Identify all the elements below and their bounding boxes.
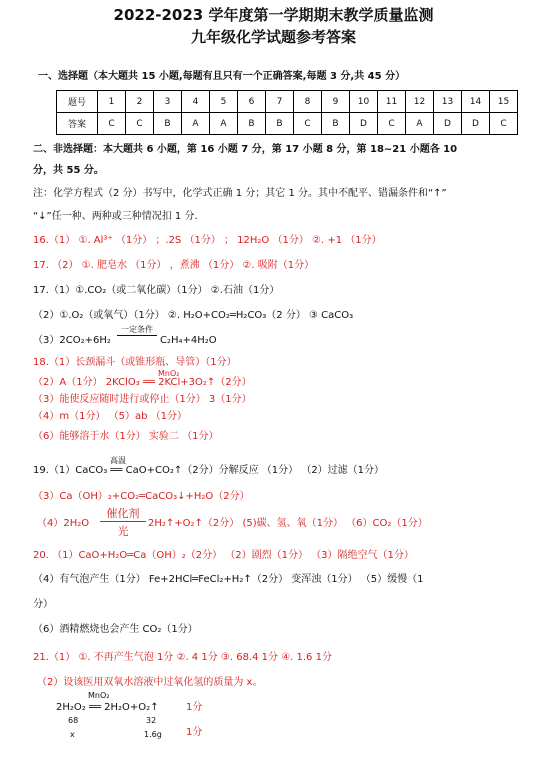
reaction-condition: 一定条件: [117, 324, 157, 336]
score-label: 1分: [186, 702, 203, 713]
table-cell: C: [378, 113, 406, 135]
title-line2: 九年级化学试题参考答案: [190, 28, 356, 46]
answer-19-2: （3）Ca（OH）₂+CO₂═CaCO₃↓+H₂O（2分）: [33, 491, 250, 502]
answer-20-4: （6）酒精燃烧也会产生 CO₂（1分）: [33, 624, 198, 635]
table-cell: B: [322, 113, 350, 135]
molar-mass-h2o2: 68: [68, 716, 79, 725]
answer-table: [56, 90, 518, 135]
table-cell: 4: [182, 91, 210, 113]
section2-heading-cont: 分，共 55 分。: [33, 165, 104, 176]
unknown-x: x: [70, 730, 75, 739]
reaction-condition: 高温: [110, 456, 126, 465]
table-cell: 8: [294, 91, 322, 113]
answer-18-6: （6）能够溶于水（1分） 实验二 （1分）: [33, 431, 219, 442]
table-cell: 10: [350, 91, 378, 113]
note-line2: “↓”任一种、两种或三种情况扣 1 分.: [33, 211, 198, 222]
table-cell: 3: [154, 91, 182, 113]
answer-17b-3-right: C₂H₄+4H₂O: [160, 335, 217, 346]
table-cell: D: [350, 113, 378, 135]
title-line1: 2022-2023 学年度第一学期期末教学质量监测: [113, 6, 434, 24]
table-cell: D: [462, 113, 490, 135]
table-cell: 9: [322, 91, 350, 113]
light-condition: 光: [117, 525, 129, 538]
answer-18-3: （3）能使反应随时进行或停止（1分） 3（1分）: [33, 394, 252, 405]
section2-heading: 二、非选择题：本大题共 6 小题，第 16 小题 7 分，第 17 小题 8 分，第 18~21 小题各 10: [33, 144, 458, 155]
table-row: [57, 91, 518, 113]
table-cell: 7: [266, 91, 294, 113]
table-cell: B: [238, 113, 266, 135]
oxygen-mass: 1.6g: [144, 730, 162, 739]
table-cell: 5: [210, 91, 238, 113]
table-cell: 2: [126, 91, 154, 113]
table-cell: 11: [378, 91, 406, 113]
answer-20-2: （4）有气泡产生（1分） Fe+2HCl═FeCl₂+H₂↑（2分） 变浑浊（1分） （5）缓慢（1: [33, 574, 424, 585]
answer-18-1: 18.（1）长颈漏斗（或锥形瓶、导管）（1分）: [33, 357, 237, 368]
answer-17b-3-left: （3）2CO₂+6H₂: [33, 335, 111, 346]
answer-17b-1: 17.（1）①.CO₂（或二氧化碳）（1分） ②.石油（1分）: [33, 285, 280, 296]
catalyst-label: MnO₂: [158, 369, 180, 378]
answer-17b-2: （2）①.O₂（或氧气）（1分） ②. H₂O+CO₂═H₂CO₃（2 分） ③ CaCO₃: [33, 310, 354, 321]
table-cell: C: [490, 113, 518, 135]
table-cell: B: [266, 113, 294, 135]
row-label-answer: 答案: [57, 113, 98, 135]
answer-20-3: 分）: [33, 599, 53, 610]
table-cell: 14: [462, 91, 490, 113]
answer-20-1: 20. （1）CaO+H₂O═Ca（OH）₂（2分） （2）剧烈（1分） （3）隔绝空气（1分）: [33, 550, 414, 561]
answer-18-4: （4）m（1分） （5）ab （1分）: [33, 411, 188, 422]
molar-mass-o2: 32: [146, 716, 157, 725]
table-cell: 12: [406, 91, 434, 113]
catalyst-label: 催化剂: [100, 505, 146, 522]
table-cell: 1: [98, 91, 126, 113]
table-cell: C: [294, 113, 322, 135]
row-label-number: 题号: [57, 91, 98, 113]
table-cell: A: [406, 113, 434, 135]
table-cell: 6: [238, 91, 266, 113]
answer-19-3-right: 2H₂↑+O₂↑（2分） (5)碳、氢、氧（1分） （6）CO₂（1分）: [148, 518, 428, 529]
answer-19-1: 19.（1）CaCO₃ ══ CaO+CO₂↑（2分）分解反应 （1分） （2）过滤（1分）: [33, 465, 385, 476]
score-label: 1分: [186, 727, 203, 738]
answer-16: 16.（1） ①. Al³⁺ （1分） ；.2S （1分） ； 12H₂O （1分） ②. +1 （1分）: [33, 235, 382, 246]
answer-18-2: （2）A（1分） 2KClO₃ ══ 2KCl+3O₂↑（2分）: [33, 377, 252, 388]
table-cell: D: [434, 113, 462, 135]
table-cell: C: [98, 113, 126, 135]
section1-heading: 一、选择题（本大题共 15 小题,每题有且只有一个正确答案,每题 3 分,共 45 分）: [38, 71, 406, 82]
note-line1: 注：化学方程式（2 分）书写中，化学式正确 1 分；其它 1 分。其中不配平、错漏条件和“↑”: [33, 188, 447, 199]
answer-17a: 17. （2） ①. 肥皂水 （1分） ，煮沸 （1分） ②. 吸附（1分）: [33, 260, 315, 271]
table-cell: B: [154, 113, 182, 135]
answer-21-2: （2）设该医用双氧水溶液中过氧化氢的质量为 x。: [37, 677, 263, 688]
table-cell: C: [126, 113, 154, 135]
equation-21: 2H₂O₂ ══ 2H₂O+O₂↑: [56, 702, 159, 713]
table-cell: 15: [490, 91, 518, 113]
answer-19-3-left: （4）2H₂O: [37, 518, 90, 529]
table-cell: 13: [434, 91, 462, 113]
catalyst-label: MnO₂: [88, 691, 110, 700]
table-cell: A: [182, 113, 210, 135]
answer-21-1: 21.（1） ①. 不再产生气泡 1分 ②. 4 1分 ③. 68.4 1分 ④. 1.6 1分: [33, 652, 332, 663]
table-row: [57, 113, 518, 135]
table-cell: A: [210, 113, 238, 135]
